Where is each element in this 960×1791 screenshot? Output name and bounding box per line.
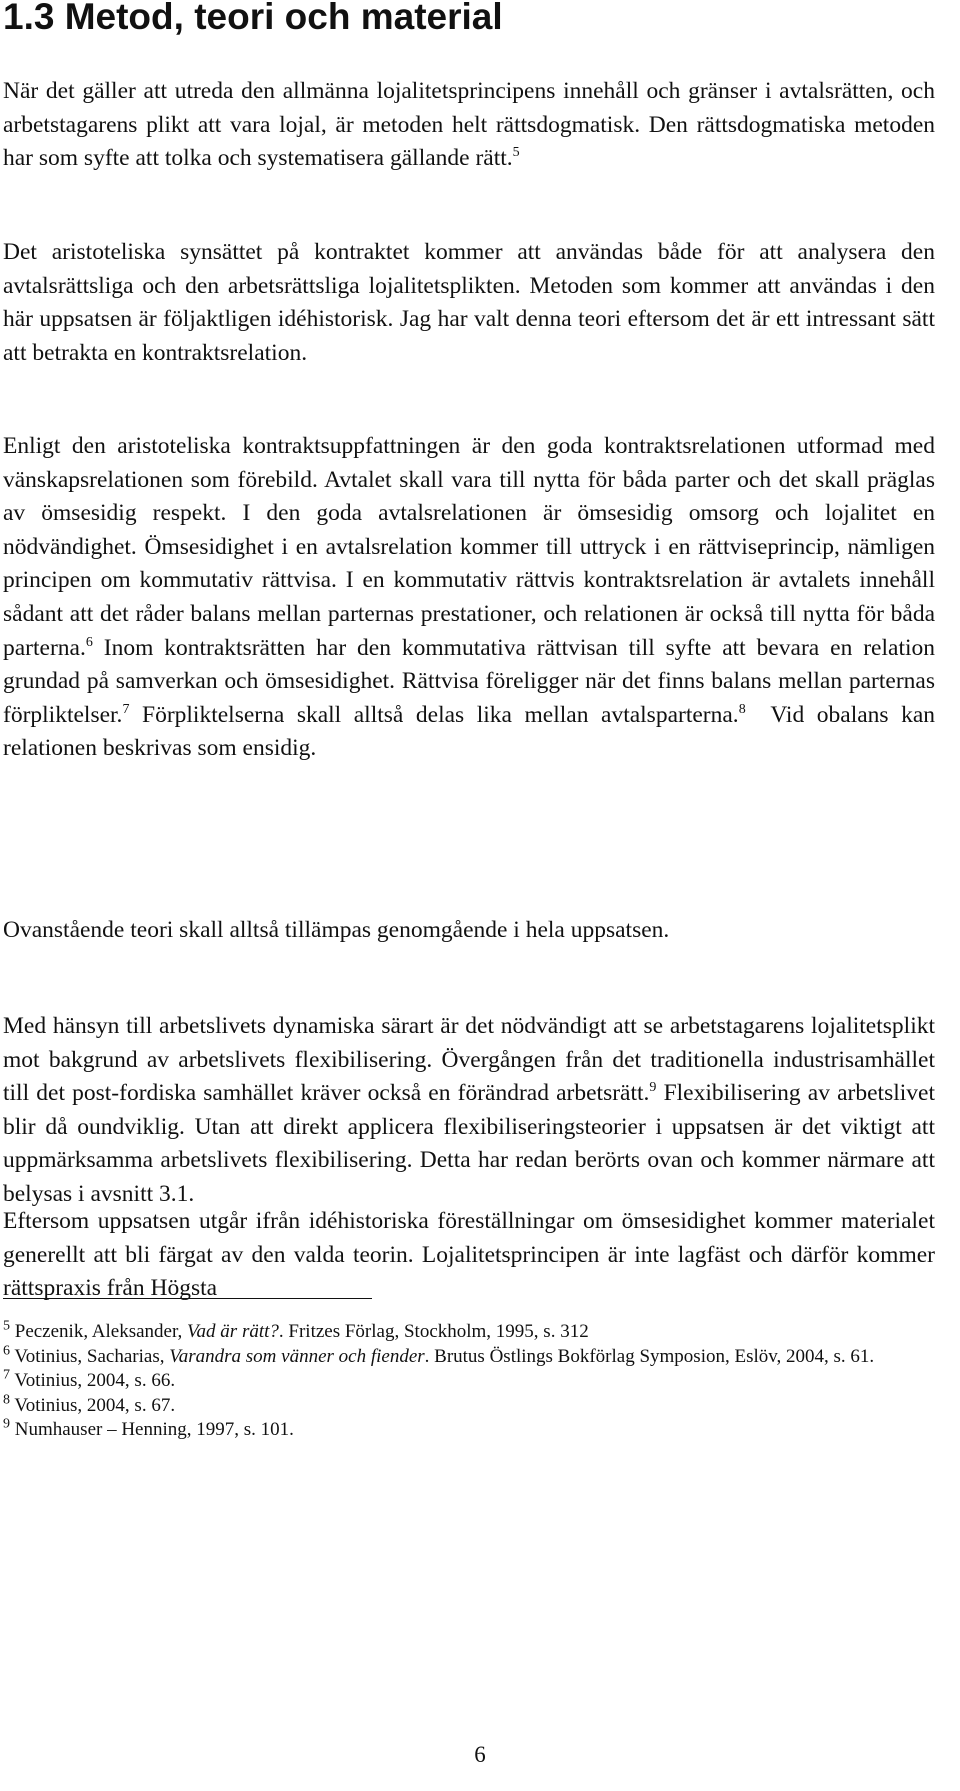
paragraph-text: Inom kontraktsrätten har den kommutativa rättvisan till syfte att bevara en relation grundad på samverkan och ömsesidighet. Rättvisa föreligger när det finns balans mellan parternas förpliktelser.	[3, 634, 935, 728]
footnote-5: $^5$ Peczenik, Aleksander, Vad är rätt?. Fritzes Förlag, Stockholm, 1995, s. 312	[3, 1318, 589, 1342]
book-title: Varandra som vänner och fiender	[169, 1345, 425, 1367]
footnote-9: $^9$ Numhauser – Henning, 1997, s. 101.	[3, 1417, 294, 1441]
paragraph-contract-theory	[3, 430, 935, 766]
page-number: 6	[474, 1742, 486, 1767]
footnote-8: $^8$ Votinius, 2004, s. 67.	[3, 1392, 176, 1416]
footnote-7: $^7$ Votinius, 2004, s. 66.	[3, 1367, 176, 1392]
footnote-ref: 5	[512, 145, 520, 161]
paragraph-text: Vid obalans kan relationen beskrivas som ensidig.	[3, 701, 936, 762]
paragraph-text: Flexibilisering av arbetslivet blir då oundviklig. Utan att direkt applicera flexibiliseringsteorier i uppsatsen är det viktigt att uppmärksamma arbetslivets flexibilisering. Detta har redan berörts ovan och kommer närmare att belysas i avsnitt 3.1.	[3, 1080, 935, 1207]
paragraph-theory-applied: Ovanstående teori skall alltså tillämpas genomgående i hela uppsatsen.	[3, 917, 670, 943]
section-heading: 1.3 Metod, teori och material	[3, 0, 503, 37]
paragraph-material: Eftersom uppsatsen utgår ifrån idéhistoriska föreställningar om ömsesidighet kommer materialet generellt att bli färgat av den valda teorin. Lojalitetsprincipen är inte lagfäst och därför kommer rättspraxis från Högsta	[3, 1208, 935, 1302]
paragraph-aristotelian-view: Det aristoteliska synsättet på kontraktet kommer att användas både för att analysera den avtalsrättsliga och den arbetsrättsliga lojalitetsplikten. Metoden som kommer att användas i den här uppsatsen är följaktligen idéhistorisk. Jag har valt denna teori eftersom det är ett intressant sätt att betrakta en kontraktsrelation.	[3, 239, 935, 366]
footnotes	[3, 1320, 935, 1443]
book-title: Vad är rätt?	[187, 1321, 279, 1342]
paragraph-text: Med hänsyn till arbetslivets dynamiska särart är det nödvändigt att se arbetstagarens lojalitetsplikt mot bakgrund av arbetslivets flexibilisering. Övergången från det traditionella industrisamhället till det post-fordiska samhället kräver också en förändrad arbetsrätt.	[3, 1013, 935, 1107]
paragraph-text: Enligt den aristoteliska kontraktsuppfattningen är den goda kontraktsrelationen utformad med vänskapsrelationen som förebild. Avtalet skall vara till nytta för båda parter och det skall präglas av ömsesidig respekt. I den goda avtalsrelationen är ömsesidig omsorg och lojalitet en nödvändighet. Ömsesidighet i en avtalsrelation kommer till uttryck i en rättviseprincip, nämligen principen om kommutativ rättvisa. I en kommutativ rättvis kontraktsrelation är avtalets innehåll sådant att det råder balans mellan parternas prestationer, och relationen är också till nytta för båda parterna.	[3, 433, 935, 661]
footnote-ref: 7	[122, 701, 130, 717]
paragraph-method	[3, 75, 935, 176]
paragraph-flexibilisation	[3, 1010, 935, 1212]
footnote-6: $^6$ Votinius, Sacharias, Varandra som vänner och fiender. Brutus Östlings Bokförlag Symposion, Eslöv, 2004, s. 61.	[3, 1343, 875, 1367]
footnote-ref: 8	[738, 701, 746, 717]
paragraph-text: När det gäller att utreda den allmänna lojalitetsprincipens innehåll och gränser i avtalsrätten, och arbetstagarens plikt att vara lojal, är metoden helt rättsdogmatisk. Den rättsdogmatiska metoden har som syfte att tolka och systematisera gällande rätt.	[3, 78, 935, 172]
paragraph-text: Förpliktelserna skall alltså delas lika mellan avtalsparterna.	[142, 701, 739, 728]
footnote-ref: 6	[85, 634, 93, 650]
footnote-ref: 9	[649, 1080, 657, 1096]
footnote-separator	[3, 1298, 372, 1299]
